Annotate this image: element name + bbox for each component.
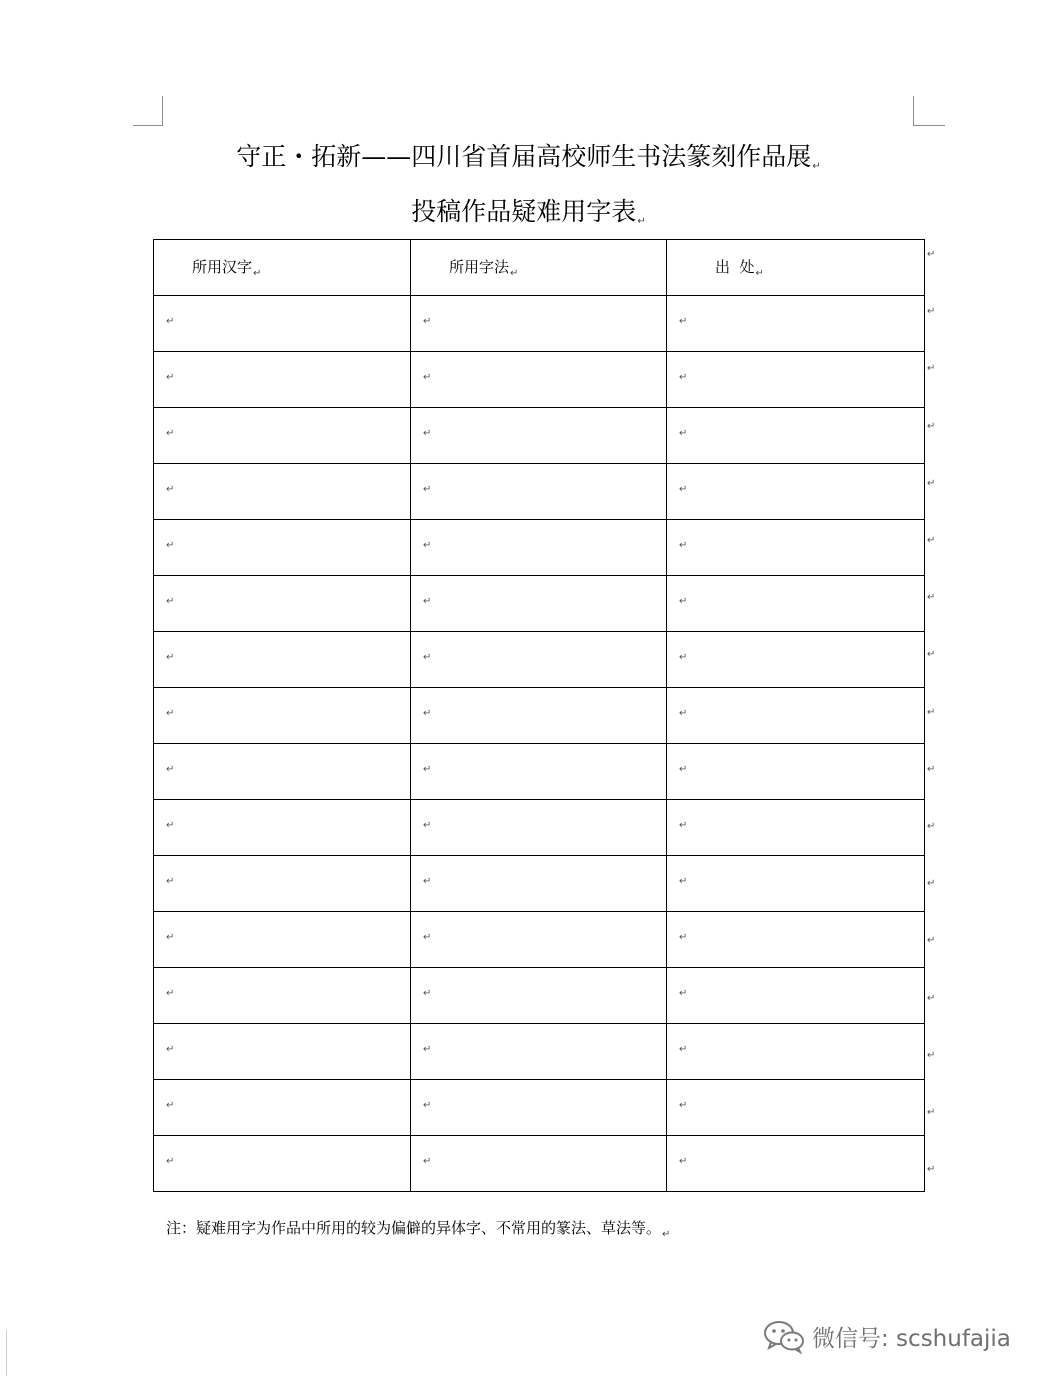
cell-end-mark: ↵ (679, 652, 688, 663)
row-end-mark: ↵ (927, 649, 936, 661)
table-row (154, 688, 925, 744)
table-row (154, 1080, 925, 1136)
table-cell[interactable] (154, 856, 411, 912)
cell-end-mark: ↵ (166, 484, 175, 495)
row-end-mark: ↵ (927, 535, 936, 546)
cell-end-mark: ↵ (423, 652, 432, 663)
table-cell[interactable] (154, 632, 411, 688)
table-row (154, 968, 925, 1024)
cell-end-mark: ↵ (679, 596, 688, 607)
cell-end-mark: ↵ (679, 316, 688, 327)
cell-end-mark: ↵ (423, 484, 432, 495)
cell-end-mark: ↵ (423, 820, 432, 831)
table-cell[interactable] (154, 1136, 411, 1192)
cell-end-mark: ↵ (679, 540, 688, 551)
table-cell[interactable] (411, 968, 667, 1024)
table-row (154, 576, 925, 632)
table-row (154, 912, 925, 968)
row-end-mark: ↵ (927, 1107, 936, 1118)
table-cell[interactable] (411, 520, 667, 576)
row-end-mark: ↵ (927, 1164, 936, 1176)
table-row (154, 296, 925, 352)
cell-end-mark: ↵ (166, 1156, 175, 1167)
table-cell[interactable] (667, 1080, 925, 1136)
table-cell[interactable] (411, 464, 667, 520)
cell-end-mark: ↵ (166, 372, 175, 383)
table-cell[interactable] (154, 968, 411, 1024)
header-label: 所用字法 (449, 258, 510, 276)
table-cell[interactable] (154, 800, 411, 856)
table-cell[interactable] (667, 296, 925, 352)
paragraph-mark: ↵ (637, 216, 646, 227)
table-row (154, 520, 925, 576)
cell-end-mark: ↵ (679, 708, 688, 719)
cell-end-mark: ↵ (166, 1100, 175, 1111)
cell-end-mark: ↵ (166, 540, 175, 551)
table-cell[interactable] (154, 688, 411, 744)
paragraph-mark: ↵ (253, 268, 262, 279)
table-row (154, 856, 925, 912)
row-end-mark: ↵ (927, 249, 936, 260)
table-cell[interactable] (667, 464, 925, 520)
table-cell[interactable] (411, 1080, 667, 1136)
cell-end-mark: ↵ (166, 1044, 175, 1055)
table-cell[interactable] (667, 576, 925, 632)
cell-end-mark: ↵ (423, 540, 432, 551)
page-edge-line (6, 1330, 7, 1376)
table-cell[interactable] (154, 912, 411, 968)
table-cell[interactable] (667, 688, 925, 744)
cell-end-mark: ↵ (423, 1156, 432, 1167)
cell-end-mark: ↵ (679, 1044, 688, 1055)
table-cell[interactable] (667, 912, 925, 968)
cell-end-mark: ↵ (166, 988, 175, 999)
row-end-mark: ↵ (927, 306, 936, 318)
document-title (0, 140, 1057, 184)
table-row (154, 352, 925, 408)
table-cell[interactable] (411, 408, 667, 464)
row-end-mark: ↵ (927, 477, 936, 489)
table-cell[interactable] (667, 1136, 925, 1192)
table-cell[interactable] (411, 800, 667, 856)
paragraph-mark: ↵ (510, 268, 519, 279)
row-end-mark: ↵ (927, 935, 936, 947)
cell-end-mark: ↵ (423, 1044, 432, 1055)
table-cell[interactable] (154, 408, 411, 464)
header-label: 所用汉字 (192, 258, 253, 276)
cell-end-mark: ↵ (423, 372, 432, 383)
cell-end-mark: ↵ (679, 876, 688, 887)
table-row (154, 464, 925, 520)
cell-end-mark: ↵ (423, 876, 432, 887)
cell-end-mark: ↵ (166, 428, 175, 439)
wechat-icon (762, 1318, 806, 1354)
table-cell[interactable] (154, 1024, 411, 1080)
character-table (153, 239, 925, 1192)
cell-end-mark: ↵ (423, 708, 432, 719)
table-cell[interactable] (154, 520, 411, 576)
table-cell[interactable] (667, 800, 925, 856)
table-cell[interactable] (411, 744, 667, 800)
table-cell[interactable] (667, 1024, 925, 1080)
table-cell[interactable] (667, 744, 925, 800)
crop-mark-top-left (133, 96, 163, 126)
table-cell[interactable] (154, 296, 411, 352)
row-end-mark: ↵ (927, 706, 936, 718)
table-row (154, 1136, 925, 1192)
table-cell[interactable] (411, 632, 667, 688)
table-cell[interactable] (154, 576, 411, 632)
table-cell[interactable] (667, 968, 925, 1024)
row-end-mark: ↵ (927, 363, 936, 375)
cell-end-mark: ↵ (166, 652, 175, 663)
paragraph-mark: ↵ (755, 268, 764, 279)
cell-end-mark: ↵ (679, 820, 688, 831)
table-cell[interactable] (411, 296, 667, 352)
row-end-mark: ↵ (927, 1049, 936, 1061)
watermark-text: 微信号: scshufajia (812, 1325, 1011, 1352)
table-cell[interactable] (411, 856, 667, 912)
table-cell[interactable] (154, 464, 411, 520)
table-row (154, 1024, 925, 1080)
table-cell[interactable] (154, 1080, 411, 1136)
header-cell-source[interactable] (667, 240, 925, 296)
cell-end-mark: ↵ (166, 708, 175, 719)
row-end-mark: ↵ (927, 821, 936, 832)
row-end-mark: ↵ (927, 763, 936, 775)
cell-end-mark: ↵ (166, 932, 175, 943)
cell-end-mark: ↵ (423, 596, 432, 607)
table-header-row (154, 240, 925, 296)
cell-end-mark: ↵ (423, 988, 432, 999)
table-cell[interactable] (411, 576, 667, 632)
table-cell[interactable] (154, 744, 411, 800)
table-cell[interactable] (411, 688, 667, 744)
row-end-mark: ↵ (927, 420, 936, 432)
cell-end-mark: ↵ (166, 316, 175, 327)
table-row (154, 744, 925, 800)
title-line-2: 投稿作品疑难用字表 (411, 197, 637, 226)
paragraph-mark: ↵ (662, 1229, 671, 1240)
header-cell-character-form[interactable] (411, 240, 667, 296)
row-end-mark: ↵ (927, 992, 936, 1004)
cell-end-mark: ↵ (679, 988, 688, 999)
cell-end-mark: ↵ (423, 764, 432, 775)
table-row (154, 800, 925, 856)
table-cell[interactable] (411, 352, 667, 408)
table-cell[interactable] (667, 352, 925, 408)
cell-end-mark: ↵ (166, 764, 175, 775)
table-cell[interactable] (411, 1136, 667, 1192)
cell-end-mark: ↵ (166, 876, 175, 887)
cell-end-mark: ↵ (679, 1100, 688, 1111)
cell-end-mark: ↵ (679, 484, 688, 495)
cell-end-mark: ↵ (423, 932, 432, 943)
paragraph-mark: ↵ (812, 161, 821, 172)
row-end-mark: ↵ (927, 592, 936, 604)
cell-end-mark: ↵ (679, 428, 688, 439)
cell-end-mark: ↵ (423, 316, 432, 327)
cell-end-mark: ↵ (423, 428, 432, 439)
table-cell[interactable] (667, 856, 925, 912)
cell-end-mark: ↵ (679, 1156, 688, 1167)
note-text: 注：疑难用字为作品中所用的较为偏僻的异体字、不常用的篆法、草法等。 (166, 1219, 662, 1237)
table-cell[interactable] (667, 408, 925, 464)
wechat-watermark (762, 1316, 1011, 1356)
cell-end-mark: ↵ (166, 820, 175, 831)
cell-end-mark: ↵ (679, 932, 688, 943)
table-cell[interactable] (154, 352, 411, 408)
cell-end-mark: ↵ (679, 372, 688, 383)
title-line-1: 守正・拓新——四川省首届高校师生书法篆刻作品展 (236, 142, 812, 171)
cell-end-mark: ↵ (423, 1100, 432, 1111)
cell-end-mark: ↵ (166, 596, 175, 607)
table-row (154, 408, 925, 464)
table-note (166, 1217, 670, 1246)
cell-end-mark: ↵ (679, 764, 688, 775)
document-subtitle (0, 195, 1057, 239)
table-cell[interactable] (667, 632, 925, 688)
table-cell[interactable] (411, 1024, 667, 1080)
crop-mark-top-right (913, 96, 945, 126)
table-cell[interactable] (667, 520, 925, 576)
header-cell-chinese-character[interactable] (154, 240, 411, 296)
header-label: 出 处 (715, 258, 755, 276)
table-row (154, 632, 925, 688)
row-end-mark: ↵ (927, 878, 936, 890)
table-cell[interactable] (411, 912, 667, 968)
